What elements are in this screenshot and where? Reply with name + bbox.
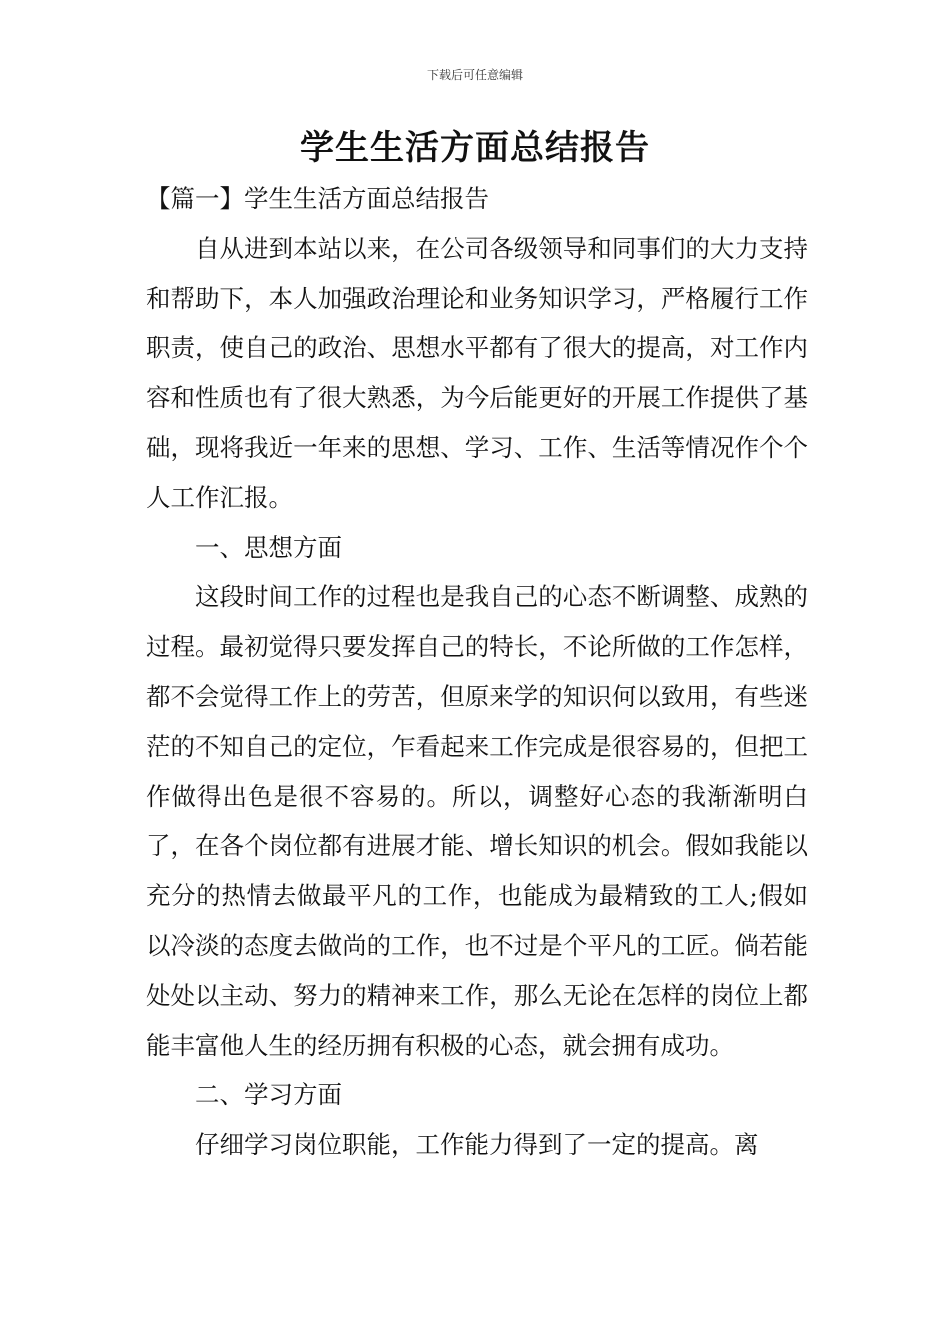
paragraph-intro: 自从进到本站以来，在公司各级领导和同事们的大力支持和帮助下，本人加强政治理论和业务知识学习，严格履行工作职责，使自己的政治、思想水平都有了很大的提高，对工作内容和性质也有了很大熟悉，为今后能更好的开展工作提供了基础，现将我近一年来的思想、学习、工作、生活等情况作个个人工作汇报。	[146, 233, 808, 512]
header-note: 下载后可任意编辑	[426, 68, 523, 82]
section-heading: 【篇一】学生生活方面总结报告	[146, 184, 489, 213]
paragraph-study: 仔细学习岗位职能，工作能力得到了一定的提高。离	[195, 1130, 759, 1160]
paragraph-thought: 这段时间工作的过程也是我自己的心态不断调整、成熟的过程。最初觉得只要发挥自己的特长，不论所做的工作怎样，都不会觉得工作上的劳苦，但原来学的知识何以致用，有些迷茫的不知自己的定位，乍看起来工作完成是很容易的，但把工作做得出色是很不容易的。所以，调整好心态的我渐渐明白了，在各个岗位都有进展才能、增长知识的机会。假如我能以充分的热情去做最平凡的工作，也能成为最精致的工人;假如以冷淡的态度去做尚的工作，也不过是个平凡的工匠。倘若能处处以主动、努力的精神来工作，那么无论在怎样的岗位上都能丰富他人生的经历拥有积极的心态，就会拥有成功。	[146, 582, 808, 1060]
document-body	[146, 174, 808, 1170]
page-title: 学生生活方面总结报告	[300, 128, 650, 168]
heading-thought: 一、思想方面	[195, 532, 342, 562]
heading-study: 二、学习方面	[195, 1080, 342, 1110]
